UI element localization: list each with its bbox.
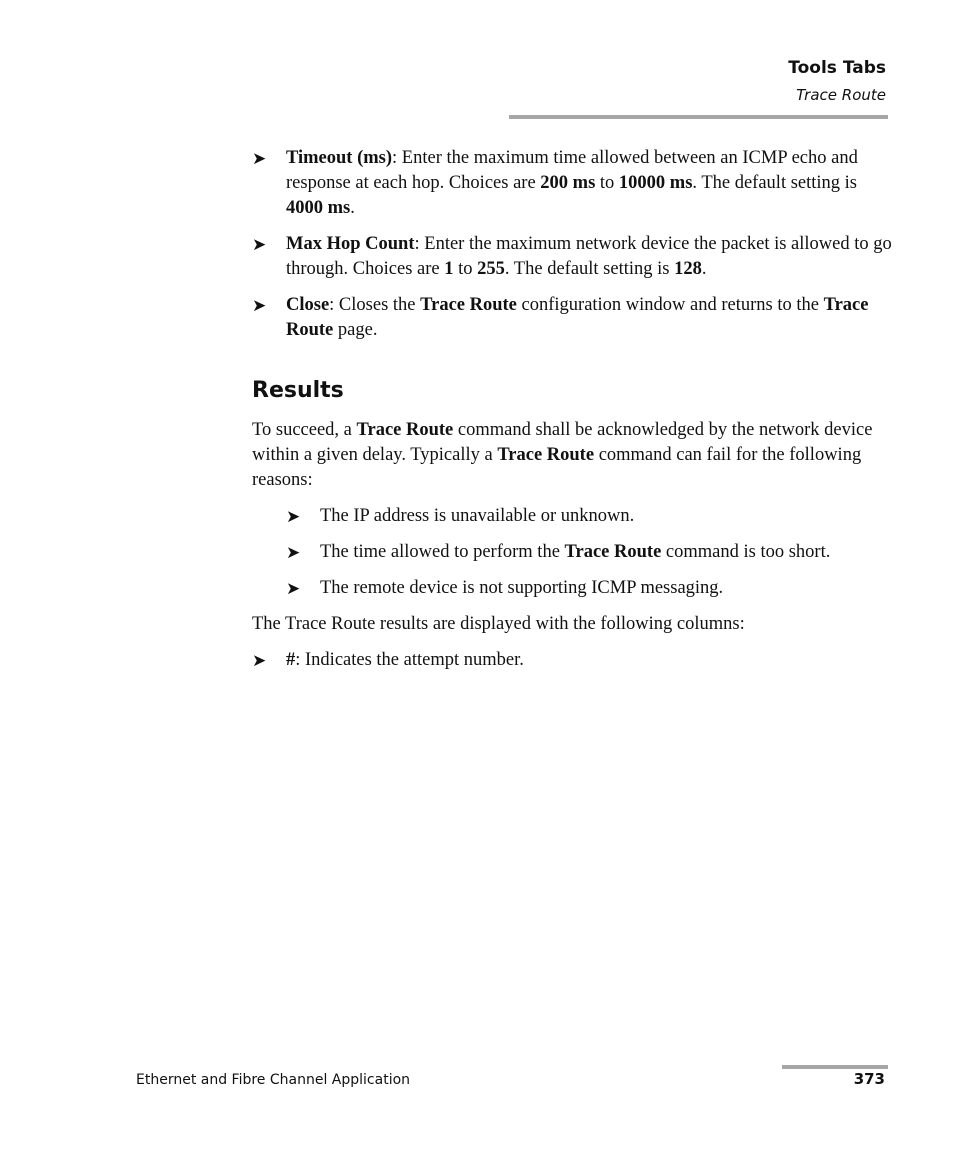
text-run: command is too short. bbox=[661, 542, 831, 562]
bold-term: Trace Route bbox=[497, 445, 595, 465]
bullet-text bbox=[286, 234, 892, 279]
text-run: page. bbox=[333, 320, 378, 340]
bold-term: 1 bbox=[444, 259, 454, 279]
bold-term: Trace Route bbox=[356, 420, 454, 440]
reason-bullet-item bbox=[286, 504, 892, 529]
text-run: . bbox=[350, 198, 355, 218]
bold-term: 4000 ms bbox=[286, 198, 351, 218]
bold-term: Max Hop Count bbox=[286, 234, 415, 254]
text-run: : Enter the maximum network device the packet is allowed to go through. Choices are bbox=[286, 234, 892, 279]
arrow-bullet-icon: ➤ bbox=[252, 149, 267, 169]
bold-term: Trace Route bbox=[286, 295, 869, 340]
bold-term: 128 bbox=[674, 259, 702, 279]
text-run: The time allowed to perform the bbox=[320, 542, 565, 562]
reason-bullet-item bbox=[286, 540, 892, 565]
reason-bullet-item bbox=[286, 576, 892, 601]
bullet-text bbox=[286, 148, 858, 218]
arrow-bullet-icon: ➤ bbox=[252, 296, 267, 316]
bullet-text bbox=[286, 650, 524, 670]
bold-term: Timeout (ms) bbox=[286, 148, 393, 168]
text-run: : Enter the maximum time allowed between an ICMP echo and response at each hop. Choices are bbox=[286, 148, 858, 193]
footer-doc-title: Ethernet and Fibre Channel Application bbox=[136, 1072, 411, 1088]
chapter-title: Tools Tabs bbox=[788, 58, 886, 78]
column-bullet-item bbox=[252, 648, 892, 673]
arrow-bullet-icon: ➤ bbox=[252, 651, 267, 671]
text-run: The remote device is not supporting ICMP messaging. bbox=[320, 578, 724, 598]
text-run: . The default setting is bbox=[692, 173, 858, 193]
section-subtitle: Trace Route bbox=[796, 86, 886, 104]
bullet-text bbox=[320, 578, 723, 598]
bold-term: 10000 ms bbox=[618, 173, 693, 193]
bullet-text bbox=[320, 506, 634, 526]
bold-term: 200 ms bbox=[540, 173, 596, 193]
columns-bullet-list bbox=[252, 648, 892, 673]
bullet-text bbox=[286, 295, 868, 340]
running-header bbox=[788, 57, 886, 106]
text-run: to bbox=[453, 259, 478, 279]
page-body bbox=[252, 146, 892, 684]
arrow-bullet-icon: ➤ bbox=[286, 543, 301, 563]
text-run: to bbox=[595, 173, 619, 193]
bold-term: Close bbox=[286, 295, 330, 315]
text-run: command can fail for the following reasons: bbox=[252, 445, 862, 490]
setting-bullet-item bbox=[252, 293, 892, 343]
text-run: To succeed, a bbox=[252, 420, 357, 440]
columns-intro: The Trace Route results are displayed with the following columns: bbox=[252, 614, 745, 634]
bold-term: Trace Route bbox=[420, 295, 517, 315]
footer-rule bbox=[782, 1065, 888, 1069]
bold-term: # bbox=[286, 650, 296, 670]
intro-paragraph bbox=[252, 418, 892, 493]
failure-reasons-list bbox=[252, 504, 892, 601]
setting-bullet-item bbox=[252, 232, 892, 282]
page-number: 373 bbox=[853, 1070, 885, 1088]
text-run: . The default setting is bbox=[504, 259, 675, 279]
text-run: : Indicates the attempt number. bbox=[295, 650, 524, 670]
bullet-text bbox=[320, 542, 830, 562]
text-run: . bbox=[701, 259, 707, 279]
settings-bullet-list bbox=[252, 146, 892, 343]
bold-term: Trace Route bbox=[564, 542, 662, 562]
arrow-bullet-icon: ➤ bbox=[286, 579, 301, 599]
setting-bullet-item bbox=[252, 146, 892, 221]
header-rule bbox=[509, 115, 888, 119]
text-run: : Closes the bbox=[329, 295, 421, 315]
text-run: command shall be acknowledged by the network device within a given delay. Typically a bbox=[252, 420, 873, 465]
text-run: configuration window and returns to the bbox=[516, 295, 824, 315]
arrow-bullet-icon: ➤ bbox=[286, 507, 301, 527]
text-run: The IP address is unavailable or unknown. bbox=[320, 506, 635, 526]
section-heading: Results bbox=[252, 378, 344, 403]
bold-term: 255 bbox=[477, 259, 505, 279]
arrow-bullet-icon: ➤ bbox=[252, 235, 267, 255]
